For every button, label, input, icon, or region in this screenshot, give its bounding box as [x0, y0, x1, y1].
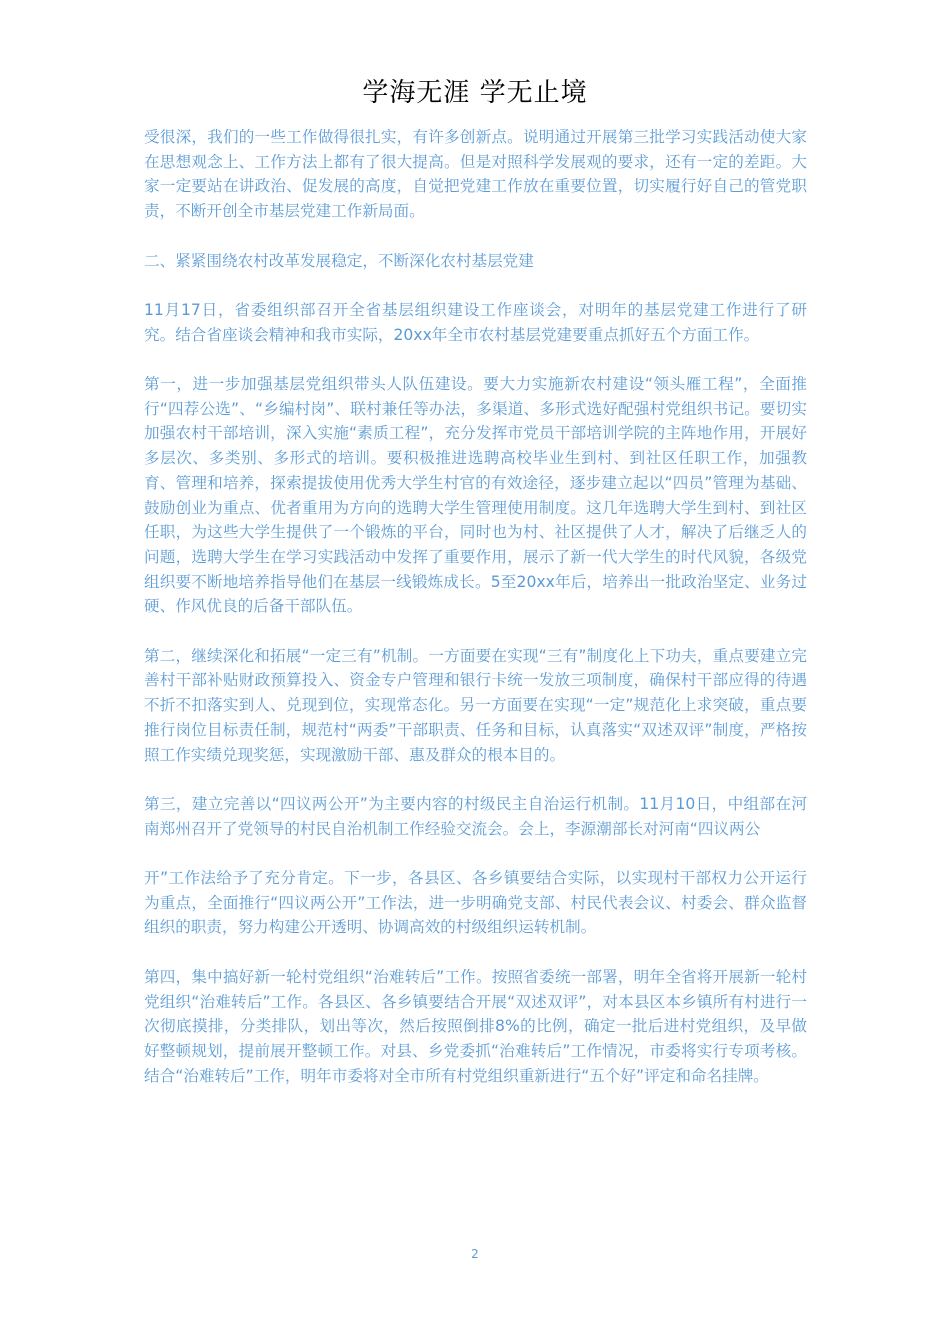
- paragraph-point-1: 第一，进一步加强基层党组织带头人队伍建设。要大力实施新农村建设“领头雁工程”，全面推行“四荐公选”、“乡编村岗”、联村兼任等办法，多渠道、多形式选好配强村党组织书记。要切实加强农村干部培训，深入实施“素质工程”，充分发挥市党员干部培训学院的主阵地作用，开展好多层次、多类别、多形式的培训。要积极推进选聘高校毕业生到村、到社区任职工作，加强教育、管理和培养，探索提拔使用优秀大学生村官的有效途径，逐步建立起以“四员”管理为基础、鼓励创业为重点、优者重用为方向的选聘大学生管理使用制度。这几年选聘大学生到村、到社区任职，为这些大学生提供了一个锻炼的平台，同时也为村、社区提供了人才，解决了后继乏人的问题，选聘大学生在学习实践活动中发挥了重要作用，展示了新一代大学生的时代风貌，各级党组织要不断地培养指导他们在基层一线锻炼成长。5至20xx年后，培养出一批政治坚定、业务过硬、作风优良的后备干部队伍。: [144, 374, 807, 616]
- paragraph-point-3: 第三，建立完善以“四议两公开”为主要内容的村级民主自治运行机制。11月10日，中组部在河南郑州召开了党领导的村民自治机制工作经验交流会。会上，李源潮部长对河南“四议两公: [144, 794, 807, 838]
- paragraph-point-4: 第四，集中搞好新一轮村党组织“治难转后”工作。按照省委统一部署，明年全省将开展新一轮村党组织“治难转后”工作。各县区、各乡镇要结合开展“双述双评”，对本县区本乡镇所有村进行一次彻底摸排，分类排队，划出等次，然后按照倒排8%的比例，确定一批后进村党组织，及早做好整顿规划，提前展开整顿工作。对县、乡党委抓“治难转后”工作情况，市委将实行专项考核。结合“治难转后”工作，明年市委将对全市所有村党组织重新进行“五个好”评定和命名挂牌。: [144, 967, 807, 1085]
- section-heading-2: 二、紧紧围绕农村改革发展稳定，不断深化农村基层党建: [144, 251, 534, 270]
- paragraph-point-3-continued: 开”工作法给予了充分肯定。下一步，各县区、各乡镇要结合实际，以实现村干部权力公开运行为重点，全面推行“四议两公开”工作法，进一步明确党支部、村民代表会议、村委会、群众监督组织的职责，努力构建公开透明、协调高效的村级组织运转机制。: [144, 869, 807, 937]
- page-header-title: 学海无涯 学无止境: [362, 78, 588, 108]
- paragraph-continuation: 受很深，我们的一些工作做得很扎实，有许多创新点。说明通过开展第三批学习实践活动使大家在思想观念上、工作方法上都有了很大提高。但是对照科学发展观的要求，还有一定的差距。大家一定要站在讲政治、促发展的高度，自觉把党建工作放在重要位置，切实履行好自己的管党职责，不断开创全市基层党建工作新局面。: [144, 128, 807, 221]
- document-body: [144, 125, 807, 1113]
- page-number: 2: [471, 1247, 479, 1261]
- paragraph-meeting-nov17: 11月17日，省委组织部召开全省基层组织建设工作座谈会，对明年的基层党建工作进行了研究。结合省座谈会精神和我市实际，20xx年全市农村基层党建要重点抓好五个方面工作。: [144, 300, 807, 344]
- paragraph-point-2: 第二，继续深化和拓展“一定三有”机制。一方面要在实现“三有”制度化上下功夫，重点要建立完善村干部补贴财政预算投入、资金专户管理和银行卡统一发放三项制度，确保村干部应得的待遇不折不扣落实到人、兑现到位，实现常态化。另一方面要在实现“一定”规范化上求突破，重点要推行岗位目标责任制，规范村“两委”干部职责、任务和目标，认真落实“双述双评”制度，严格按照工作实绩兑现奖惩，实现激励干部、惠及群众的根本目的。: [144, 646, 807, 764]
